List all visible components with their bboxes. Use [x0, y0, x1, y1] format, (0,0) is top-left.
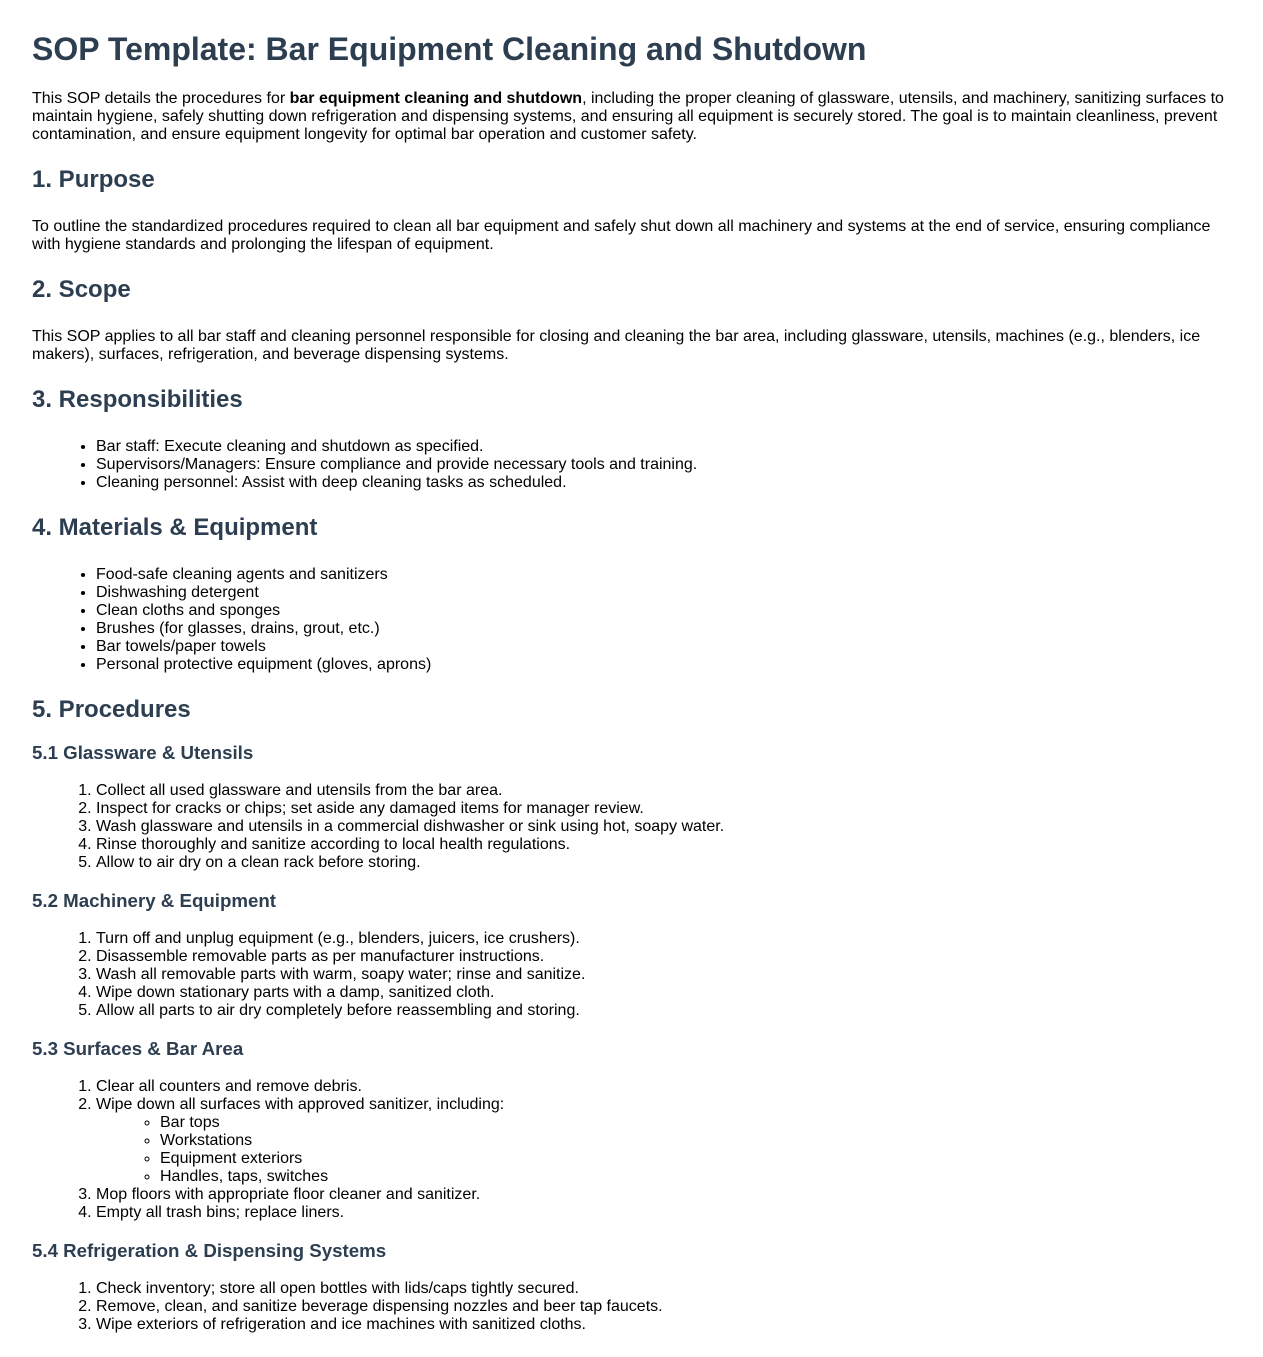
list-item: 2. Inspect for cracks or chips; set aside any damaged items for manager review. — [96, 800, 1232, 818]
list-item: • Brushes (for glasses, drains, grout, etc.) — [96, 620, 1232, 638]
glassware-heading: 5.1 Glassware & Utensils — [32, 742, 254, 763]
list-item: 4. Empty all trash bins; replace liners. — [96, 1204, 1232, 1222]
list-item: • Supervisors/Managers: Ensure compliance and provide necessary tools and training. — [96, 456, 1232, 474]
intro-bold-text: bar equipment cleaning and shutdown — [289, 90, 583, 107]
list-item: • Dishwashing detergent — [96, 584, 1232, 602]
sub-list-item: ◦ Workstations — [160, 1132, 1232, 1150]
list-item: 2. Disassemble removable parts as per manufacturer instructions. — [96, 948, 1232, 966]
intro-paragraph — [32, 90, 1232, 144]
list-item: • Food-safe cleaning agents and sanitizers — [96, 566, 1232, 584]
list-item: 3. Wipe exteriors of refrigeration and ice machines with sanitized cloths. — [96, 1316, 1232, 1334]
purpose-heading: 1. Purpose — [32, 166, 155, 193]
purpose-text: To outline the standardized procedures required to clean all bar equipment and safely shut down all machinery and systems at the end of service, ensuring compliance with hygiene standards and prolonging the lifespan of equipment. — [32, 218, 1211, 253]
list-item: 1. Clear all counters and remove debris. — [96, 1078, 1232, 1096]
materials-list — [32, 566, 1232, 674]
list-item: 5. Allow to air dry on a clean rack before storing. — [96, 854, 1232, 872]
list-item: • Cleaning personnel: Assist with deep cleaning tasks as scheduled. — [96, 474, 1232, 492]
surfaces-steps — [32, 1078, 1232, 1222]
page-title: SOP Template: Bar Equipment Cleaning and Shutdown — [32, 31, 867, 67]
materials-heading: 4. Materials & Equipment — [32, 514, 318, 541]
scope-heading: 2. Scope — [32, 276, 131, 303]
refrigeration-heading: 5.4 Refrigeration & Dispensing Systems — [32, 1240, 387, 1261]
responsibilities-list — [32, 438, 1232, 492]
list-item: 3. Mop floors with appropriate floor cleaner and sanitizer. — [96, 1186, 1232, 1204]
list-item: 5. Allow all parts to air dry completely before reassembling and storing. — [96, 1002, 1232, 1020]
sub-list-item: ◦ Handles, taps, switches — [160, 1168, 1232, 1186]
intro-text-start: This SOP details the procedures for — [32, 90, 290, 107]
list-item: • Bar staff: Execute cleaning and shutdown as specified. — [96, 438, 1232, 456]
glassware-steps — [32, 782, 1232, 872]
list-item: 3. Wash all removable parts with warm, soapy water; rinse and sanitize. — [96, 966, 1232, 984]
responsibilities-heading: 3. Responsibilities — [32, 386, 243, 413]
procedures-heading: 5. Procedures — [32, 696, 191, 723]
sub-list-item: ◦ Equipment exteriors — [160, 1150, 1232, 1168]
list-item: 1. Turn off and unplug equipment (e.g., blenders, juicers, ice crushers). — [96, 930, 1232, 948]
list-item: • Bar towels/paper towels — [96, 638, 1232, 656]
machinery-steps — [32, 930, 1232, 1020]
sop-document — [32, 0, 1232, 1333]
list-item: 1. Collect all used glassware and utensils from the bar area. — [96, 782, 1232, 800]
list-item: 4. Rinse thoroughly and sanitize according to local health regulations. — [96, 836, 1232, 854]
list-item: 4. Wipe down stationary parts with a damp, sanitized cloth. — [96, 984, 1232, 1002]
surfaces-sublist — [96, 1114, 1232, 1186]
intro-text-end: , including the proper cleaning of glassware, utensils, and machinery, sanitizing surfaces to maintain hygiene, safely shutting down refrigeration and dispensing systems, and ensuring all equipment is securely stored. The goal is to maintain cleanliness, prevent contamination, and ensure equipment longevity for optimal bar operation and customer safety. — [32, 90, 1224, 143]
list-item-text: Wipe down all surfaces with approved sanitizer, including: — [96, 1096, 505, 1113]
sub-list-item: ◦ Bar tops — [160, 1114, 1232, 1132]
list-item: 1. Check inventory; store all open bottles with lids/caps tightly secured. — [96, 1280, 1232, 1298]
refrigeration-steps — [32, 1280, 1232, 1334]
list-item: 2. Remove, clean, and sanitize beverage dispensing nozzles and beer tap faucets. — [96, 1298, 1232, 1316]
list-item: 3. Wash glassware and utensils in a commercial dishwasher or sink using hot, soapy water. — [96, 818, 1232, 836]
list-item — [96, 1096, 1232, 1186]
list-item: • Personal protective equipment (gloves, aprons) — [96, 656, 1232, 674]
surfaces-heading: 5.3 Surfaces & Bar Area — [32, 1038, 244, 1059]
machinery-heading: 5.2 Machinery & Equipment — [32, 890, 277, 911]
scope-text: This SOP applies to all bar staff and cleaning personnel responsible for closing and cleaning the bar area, including glassware, utensils, machines (e.g., blenders, ice makers), surfaces, refrigeration, and beverage dispensing systems. — [32, 328, 1201, 363]
list-item: • Clean cloths and sponges — [96, 602, 1232, 620]
